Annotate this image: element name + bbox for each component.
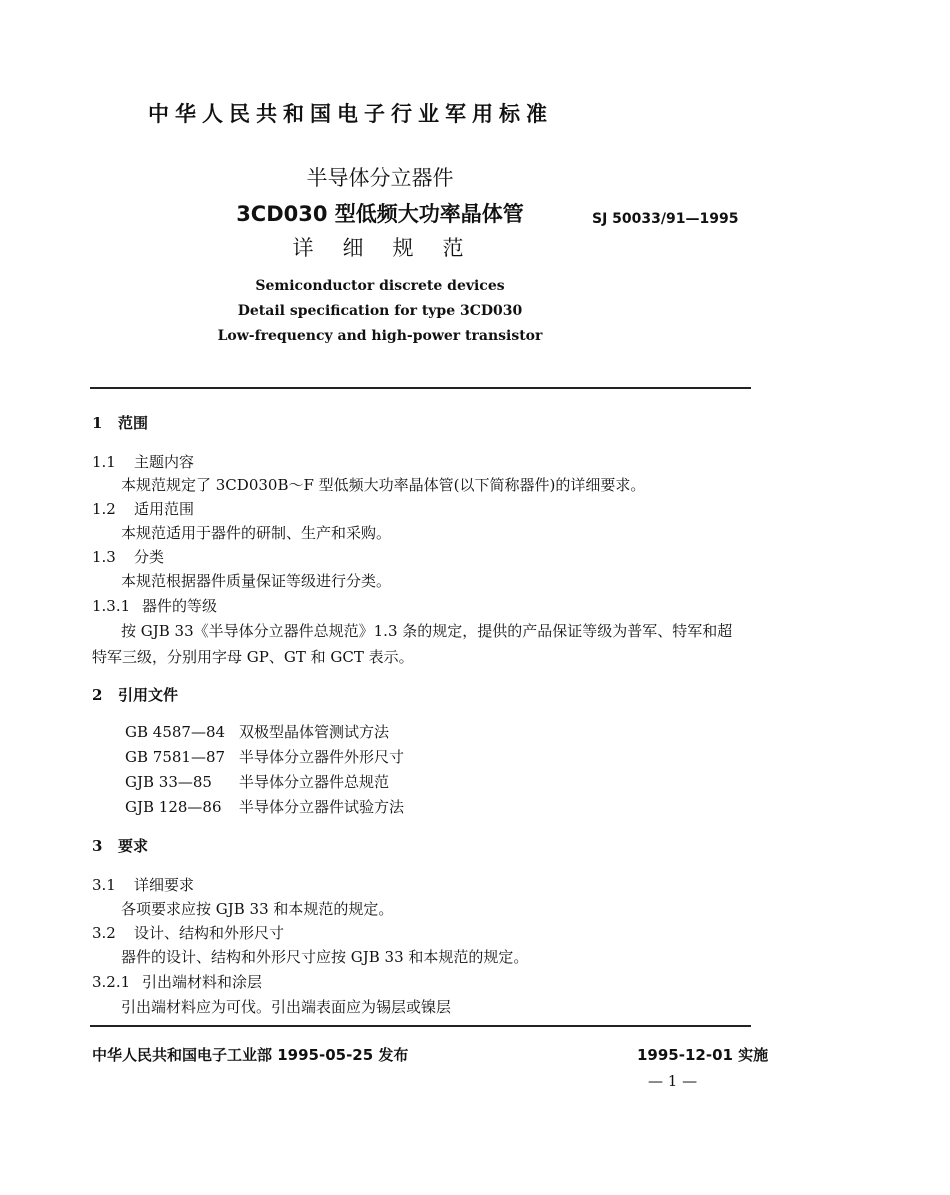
english-title-line-2: Detail specification for type 3CD030 — [237, 303, 523, 319]
reference-code: GB 7581—87 — [125, 748, 226, 766]
english-title-line-1: Semiconductor discrete devices — [255, 278, 505, 294]
section-title: 范围 — [118, 414, 149, 432]
section-title: 器件的等级 — [142, 597, 218, 615]
section-1-2-text: 本规范适用于器件的研制、生产和采购。 — [121, 524, 392, 542]
section-1-3-heading — [92, 546, 164, 567]
section-number: 3.1 — [92, 876, 116, 894]
bottom-divider — [90, 1025, 751, 1027]
page-number: — 1 — — [648, 1072, 698, 1090]
section-title: 主题内容 — [134, 453, 195, 471]
section-number: 1.1 — [92, 453, 116, 471]
section-title: 详细要求 — [134, 876, 195, 894]
section-1-3-1-text-line-1: 按 GJB 33《半导体分立器件总规范》1.3 条的规定，提供的产品保证等级为普军、特军和超 — [121, 622, 733, 640]
section-3-2-1-heading — [92, 971, 262, 992]
section-number: 1.2 — [92, 500, 116, 518]
reference-code: GJB 33—85 — [125, 773, 212, 791]
reference-item — [125, 796, 404, 817]
section-3-1-heading — [92, 874, 194, 895]
section-number: 2 — [92, 686, 103, 704]
section-1-2-heading — [92, 498, 194, 519]
issued-date: 中华人民共和国电子工业部 1995-05-25 发布 — [92, 1046, 409, 1064]
standard-number: SJ 50033/91—1995 — [592, 211, 739, 227]
reference-item — [125, 771, 389, 792]
section-1-3-1-text-line-2: 特军三级，分别用字母 GP、GT 和 GCT 表示。 — [92, 648, 414, 666]
section-3-1-text: 各项要求应按 GJB 33 和本规范的规定。 — [121, 900, 394, 918]
section-title: 适用范围 — [134, 500, 195, 518]
top-divider — [90, 387, 751, 389]
section-2-heading — [92, 684, 178, 705]
title-line-2: 3CD030 型低频大功率晶体管 — [236, 202, 524, 226]
reference-name: 双极型晶体管测试方法 — [239, 723, 390, 741]
reference-name: 半导体分立器件总规范 — [239, 773, 390, 791]
title-line-1: 半导体分立器件 — [306, 166, 454, 190]
section-1-3-1-heading — [92, 595, 217, 616]
section-title: 引出端材料和涂层 — [142, 973, 263, 991]
section-number: 3.2 — [92, 924, 116, 942]
reference-code: GJB 128—86 — [125, 798, 222, 816]
section-number: 1.3.1 — [92, 597, 131, 615]
section-1-1-text: 本规范规定了 3CD030B～F 型低频大功率晶体管(以下简称器件)的详细要求。 — [121, 476, 646, 494]
section-3-2-text: 器件的设计、结构和外形尺寸应按 GJB 33 和本规范的规定。 — [121, 948, 529, 966]
section-title: 引用文件 — [118, 686, 179, 704]
reference-item — [125, 746, 404, 767]
issuing-body-header: 中华人民共和国电子行业军用标准 — [148, 102, 553, 126]
section-3-heading — [92, 835, 148, 856]
section-number: 3 — [92, 837, 103, 855]
section-number: 1 — [92, 414, 103, 432]
title-line-3: 详 细 规 范 — [292, 236, 468, 260]
section-title: 设计、结构和外形尺寸 — [134, 924, 285, 942]
section-1-heading — [92, 412, 148, 433]
reference-name: 半导体分立器件外形尺寸 — [239, 748, 405, 766]
section-1-1-heading — [92, 451, 194, 472]
reference-item — [125, 721, 389, 742]
section-title: 要求 — [118, 837, 149, 855]
reference-name: 半导体分立器件试验方法 — [239, 798, 405, 816]
section-1-3-text: 本规范根据器件质量保证等级进行分类。 — [121, 572, 392, 590]
section-3-2-heading — [92, 922, 284, 943]
section-title: 分类 — [134, 548, 165, 566]
section-number: 1.3 — [92, 548, 116, 566]
reference-code: GB 4587—84 — [125, 723, 226, 741]
effective-date: 1995-12-01 实施 — [637, 1046, 769, 1064]
section-number: 3.2.1 — [92, 973, 131, 991]
english-title-line-3: Low-frequency and high-power transistor — [217, 328, 543, 344]
section-3-2-1-text: 引出端材料应为可伐。引出端表面应为锡层或镍层 — [121, 998, 452, 1016]
